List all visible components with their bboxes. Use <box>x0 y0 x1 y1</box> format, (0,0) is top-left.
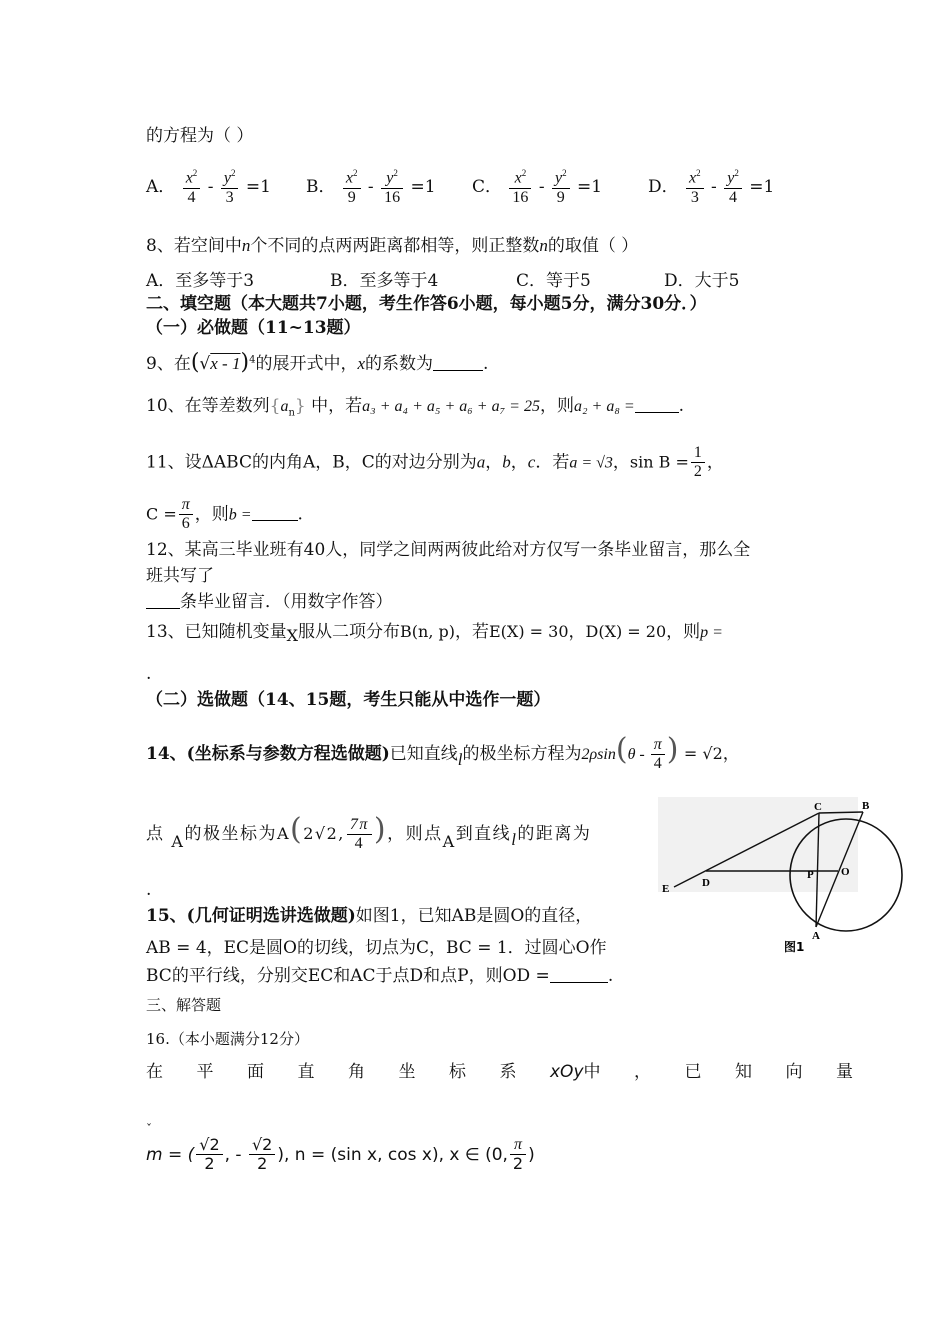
q12-answer-blank[interactable] <box>146 592 180 609</box>
q8-option-b: B．至多等于4 <box>330 271 439 291</box>
label-c: C <box>814 801 822 813</box>
q7-option-c: C． $\frac{x^2}{16}$ - $\frac{y^2}{9}$ =1 <box>472 168 603 206</box>
figure-1-diagram <box>656 795 906 955</box>
section-2-subtitle: （一）必做题（11~13题） <box>146 318 361 338</box>
label-b: B <box>862 800 870 812</box>
q14-dot: . <box>146 880 152 900</box>
figure-caption: 图1 <box>784 940 805 954</box>
q9-answer-blank[interactable] <box>433 354 483 371</box>
label-e: E <box>662 883 670 895</box>
q11-line2: C = $\frac{\pi}{6}$ ，则b = . <box>146 496 303 533</box>
q8-stem: 8、若空间中n个不同的点两两距离都相等，则正整数n的取值（ ） <box>146 236 639 256</box>
section-2b-title: （二）选做题（14、15题，考生只能从中选作一题） <box>146 690 551 710</box>
q15-line2: AB = 4，EC是圆O的切线，切点为C，BC = 1．过圆心O作 <box>146 938 607 958</box>
q11-line1: 11、设ΔABC的内角A，B，C的对边分别为a，b，c．若a = √3，sin B = $\frac{1}{2}$ ， <box>146 444 724 481</box>
q16-header: 16.（本小题满分12分） <box>146 1030 309 1048</box>
q16-line1: 在 平 面 直 角 坐 标 系 xOy中 ， 已 知 向 量 <box>146 1062 854 1082</box>
q11-answer-blank[interactable] <box>252 504 298 521</box>
q10-answer-blank[interactable] <box>635 396 679 413</box>
q13: 13、已知随机变量X服从二项分布B(n, p)，若E(X) = 30，D(X) = 20，则p = <box>146 622 723 645</box>
q15-line1: 15、(几何证明选讲选做题)如图1，已知AB是圆O的直径， <box>146 906 593 926</box>
q14-line2: 点 A的极坐标为A(2√2, $\frac{7\pi}{4}$ )，则点A到直线l的距离为 <box>146 812 592 852</box>
q12-line1: 12、某高三毕业班有40人，同学之间两两彼此给对方仅写一条毕业留言，那么全 <box>146 540 751 560</box>
q7-option-a: A． $\frac{x^2}{4}$ - $\frac{y^2}{3}$ =1 <box>146 168 271 206</box>
q15-line3: BC的平行线，分别交EC和AC于点D和点P，则OD = . <box>146 966 614 986</box>
q15-answer-blank[interactable] <box>550 966 608 983</box>
q8-option-c: C．等于5 <box>516 271 591 291</box>
q12-line2: 班共写了 <box>146 566 214 586</box>
q8-option-a: A．至多等于3 <box>146 271 255 291</box>
q7-option-b: B． $\frac{x^2}{9}$ - $\frac{y^2}{16}$ =1 <box>306 168 436 206</box>
q7-tail: 的方程为（ ） <box>146 126 254 146</box>
section-3-title: 三、解答题 <box>146 996 222 1014</box>
q9: 9、在(√x - 1)$^4$的展开式中，x的系数为 . <box>146 350 489 375</box>
q10: 10、在等差数列$\{a_n\}$ 中，若a₃ + a₄ + a₅ + a₆ + a₇ = 25，则a₂ + a₈ = . <box>146 396 685 419</box>
section-2-title: 二、填空题（本大题共7小题，考生作答6小题，每小题5分，满分30分．） <box>146 294 707 314</box>
q14-line1: 14、(坐标系与参数方程选做题)已知直线l的极坐标方程为2ρsin(θ - $\frac{\pi}{4}$ ) = √2， <box>146 732 740 772</box>
q16-line2: m = ( $\frac{√2}{2}$ , - $\frac{√2}{2}$ ), n = (sin x, cos x), x ∈ (0, $\frac{\pi}{2}$ ) <box>146 1135 535 1174</box>
q7-option-d: D． $\frac{x^2}{3}$ - $\frac{y^2}{4}$ =1 <box>648 168 775 206</box>
label-d: D <box>702 877 710 889</box>
label-p: P <box>807 869 814 881</box>
q16-vector-mark: ˇ <box>146 1122 152 1136</box>
segment-cb <box>819 812 863 813</box>
q8-option-d: D．大于5 <box>664 271 740 291</box>
q12-line3: 条毕业留言．（用数字作答） <box>146 592 393 612</box>
label-o: O <box>841 866 850 878</box>
figure-1 <box>656 795 906 960</box>
label-a: A <box>812 930 820 942</box>
q13-dot: . <box>146 664 152 684</box>
